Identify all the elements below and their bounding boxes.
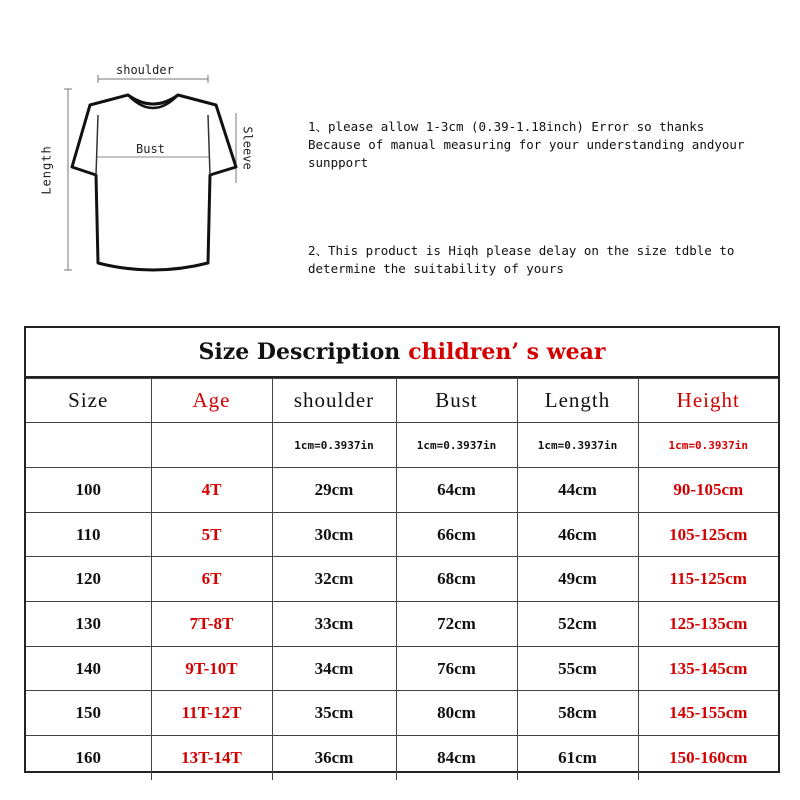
size-grid: [26, 378, 778, 780]
table-title: [26, 328, 778, 378]
header-cell: Height: [638, 379, 778, 423]
table-cell: 76cm: [396, 646, 517, 691]
note-line: Because of manual measuring for your understanding andyour: [308, 137, 745, 152]
note-line: 2、This product is Hiqh please delay on the size tdble to: [308, 243, 735, 258]
header-cell: shoulder: [272, 379, 396, 423]
note-line: 1、please allow 1-3cm (0.39-1.18inch) Error so thanks: [308, 119, 705, 134]
table-cell: 44cm: [517, 468, 638, 513]
table-row: [26, 512, 778, 557]
table-cell: 150: [26, 691, 151, 736]
unit-row: [26, 423, 778, 468]
table-cell: 4T: [151, 468, 272, 513]
table-cell: 120: [26, 557, 151, 602]
table-cell: 49cm: [517, 557, 638, 602]
table-cell: 90-105cm: [638, 468, 778, 513]
table-row: [26, 691, 778, 736]
note-line: determine the suitability of yours: [308, 261, 564, 276]
unit-cell: 1cm=0.3937in: [517, 423, 638, 468]
size-table: [24, 326, 780, 773]
table-cell: 68cm: [396, 557, 517, 602]
table-cell: 66cm: [396, 512, 517, 557]
table-title-main: Size Description: [198, 339, 401, 365]
table-cell: 7T-8T: [151, 602, 272, 647]
table-cell: 29cm: [272, 468, 396, 513]
table-cell: 52cm: [517, 602, 638, 647]
table-cell: 145-155cm: [638, 691, 778, 736]
table-cell: 125-135cm: [638, 602, 778, 647]
table-row: [26, 736, 778, 780]
header-cell: Age: [151, 379, 272, 423]
table-cell: 80cm: [396, 691, 517, 736]
table-cell: 130: [26, 602, 151, 647]
table-cell: 13T-14T: [151, 736, 272, 780]
table-cell: 55cm: [517, 646, 638, 691]
table-cell: 32cm: [272, 557, 396, 602]
bust-label: Bust: [136, 142, 165, 156]
table-cell: 110: [26, 512, 151, 557]
table-cell: 6T: [151, 557, 272, 602]
table-title-accent: children’ s wear: [408, 339, 606, 365]
table-cell: 58cm: [517, 691, 638, 736]
table-row: [26, 646, 778, 691]
unit-cell: 1cm=0.3937in: [396, 423, 517, 468]
table-cell: 160: [26, 736, 151, 780]
header-row: [26, 379, 778, 423]
table-cell: 5T: [151, 512, 272, 557]
unit-cell: [151, 423, 272, 468]
table-row: [26, 602, 778, 647]
table-cell: 135-145cm: [638, 646, 778, 691]
unit-cell: 1cm=0.3937in: [638, 423, 778, 468]
table-cell: 11T-12T: [151, 691, 272, 736]
size-table-note: [308, 242, 778, 278]
measurement-error-note: [308, 118, 778, 172]
table-cell: 35cm: [272, 691, 396, 736]
table-cell: 30cm: [272, 512, 396, 557]
sleeve-label: Sleeve: [240, 126, 255, 170]
table-row: [26, 468, 778, 513]
table-cell: 33cm: [272, 602, 396, 647]
table-cell: 9T-10T: [151, 646, 272, 691]
table-cell: 100: [26, 468, 151, 513]
length-label: Length: [39, 145, 54, 195]
header-cell: Size: [26, 379, 151, 423]
tshirt-outline-icon: [40, 55, 280, 295]
header-cell: Length: [517, 379, 638, 423]
header-cell: Bust: [396, 379, 517, 423]
table-cell: 84cm: [396, 736, 517, 780]
table-cell: 140: [26, 646, 151, 691]
tshirt-diagram: [40, 55, 280, 295]
table-cell: 34cm: [272, 646, 396, 691]
table-row: [26, 557, 778, 602]
unit-cell: 1cm=0.3937in: [272, 423, 396, 468]
table-cell: 61cm: [517, 736, 638, 780]
note-line: sunpport: [308, 155, 369, 170]
table-cell: 64cm: [396, 468, 517, 513]
shoulder-label: shoulder: [116, 63, 174, 77]
table-cell: 72cm: [396, 602, 517, 647]
table-cell: 105-125cm: [638, 512, 778, 557]
unit-cell: [26, 423, 151, 468]
table-cell: 46cm: [517, 512, 638, 557]
table-cell: 150-160cm: [638, 736, 778, 780]
table-cell: 115-125cm: [638, 557, 778, 602]
table-cell: 36cm: [272, 736, 396, 780]
